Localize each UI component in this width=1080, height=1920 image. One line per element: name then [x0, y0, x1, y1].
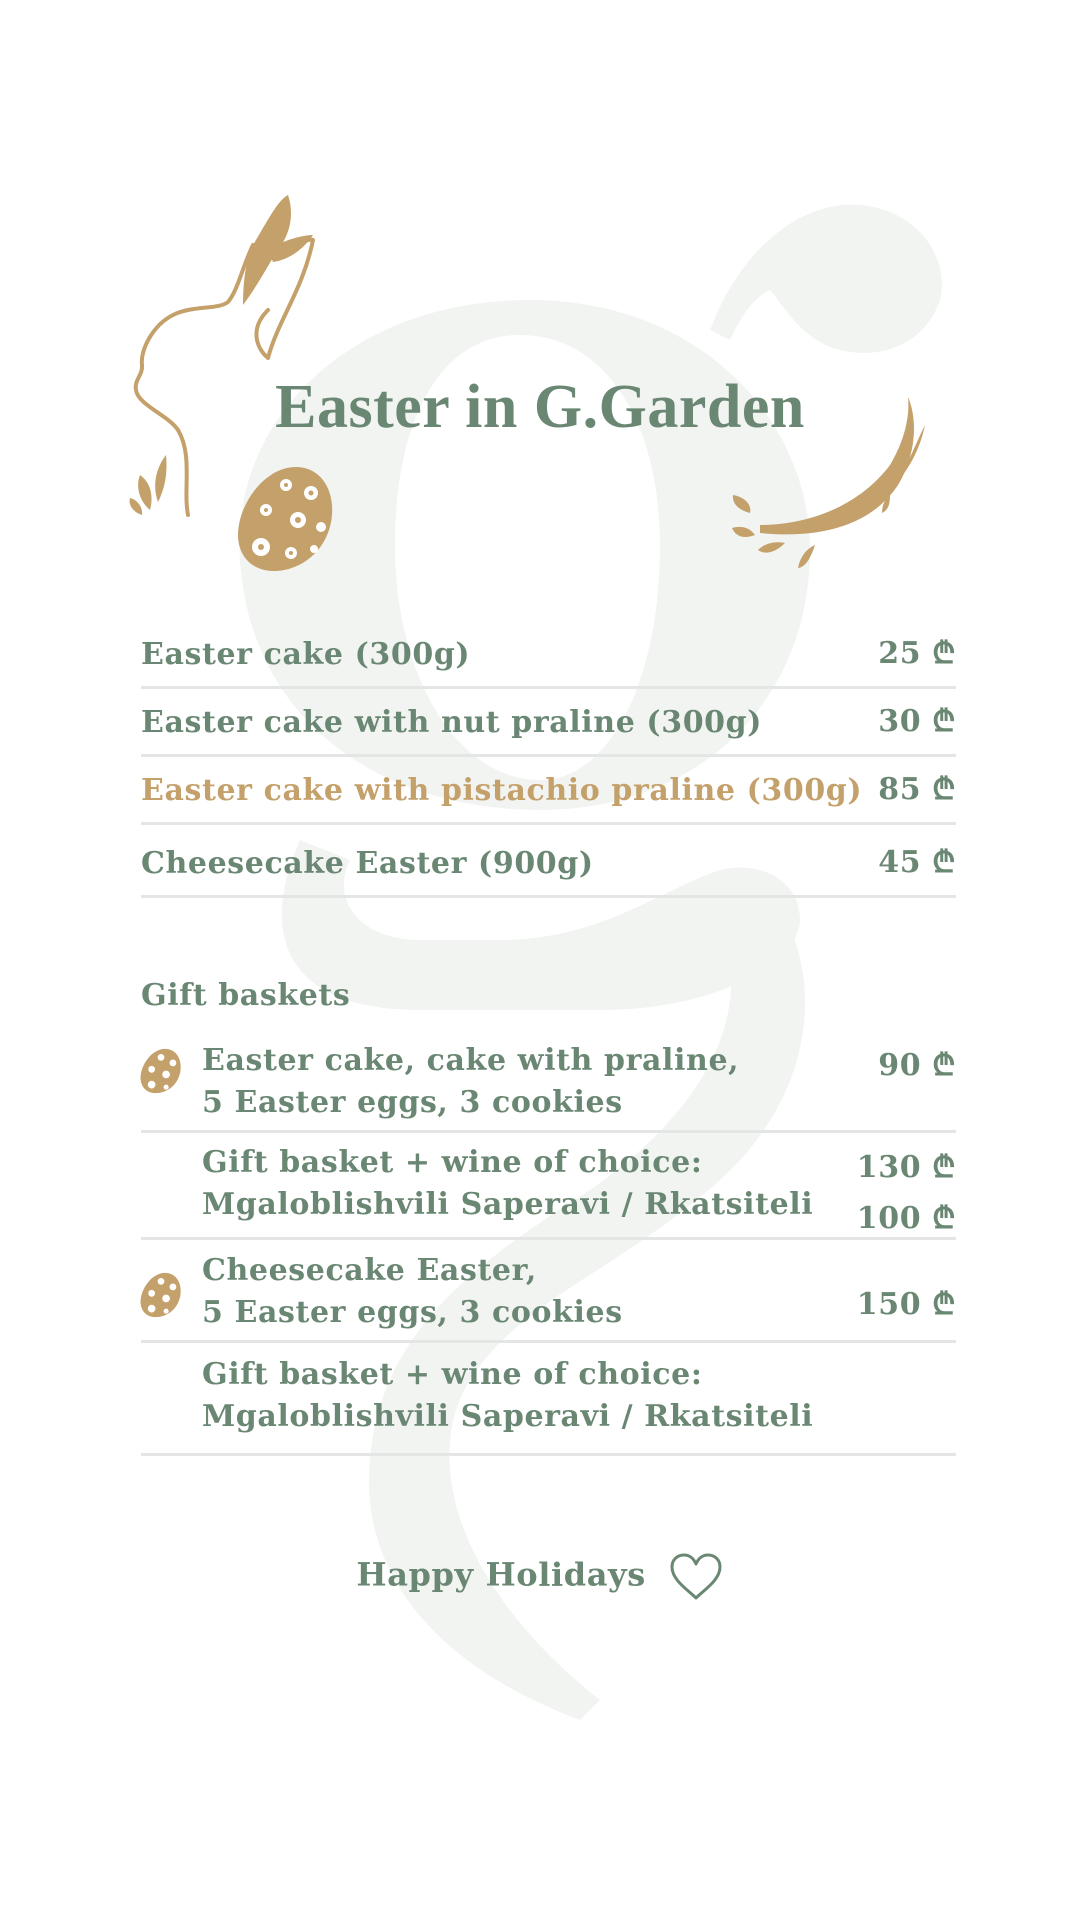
gift-basket-line: 5 Easter eggs, 3 cookies [202, 1295, 623, 1330]
footer-text: Happy Holidays [356, 1555, 646, 1594]
item-price: 85 ₾ [878, 772, 956, 807]
gift-basket-description [202, 1250, 623, 1334]
section-title-gift-baskets: Gift baskets [141, 978, 351, 1013]
item-name: Easter cake (300g) [141, 637, 471, 672]
gift-basket-description [202, 1354, 813, 1438]
list-item [141, 621, 956, 689]
gift-basket-price: 90 ₾ [878, 1048, 956, 1083]
gift-basket-price: 130 ₾ [856, 1150, 956, 1185]
gift-basket-line: Mgaloblishvili Saperavi / Rkatsiteli [202, 1187, 814, 1222]
gift-basket-line: 5 Easter eggs, 3 cookies [202, 1085, 623, 1120]
list-item [141, 825, 956, 898]
easter-egg-icon [139, 1048, 183, 1094]
item-price: 25 ₾ [878, 636, 956, 671]
footer [0, 1552, 1080, 1602]
gift-basket-price: 100 ₾ [856, 1201, 956, 1236]
gift-basket-description [202, 1040, 739, 1124]
gift-basket-line: Gift basket + wine of choice: [202, 1357, 703, 1392]
gift-basket-price: 150 ₾ [856, 1287, 956, 1322]
item-name: Easter cake with nut praline (300g) [141, 705, 763, 740]
gift-basket-item [141, 1343, 956, 1456]
gift-basket-line: Cheesecake Easter, [202, 1253, 537, 1288]
list-item [141, 689, 956, 757]
list-item [141, 757, 956, 825]
easter-egg-icon [236, 465, 336, 573]
gift-basket-item [141, 1040, 956, 1133]
gift-basket-line: Easter cake, cake with praline, [202, 1043, 740, 1078]
gift-basket-item [141, 1240, 956, 1343]
item-name: Easter cake with pistachio praline (300g) [141, 773, 863, 808]
gift-basket-line: Mgaloblishvili Saperavi / Rkatsiteli [202, 1399, 814, 1434]
gift-basket-description [202, 1142, 813, 1226]
gift-basket-item [141, 1133, 956, 1240]
gift-basket-line: Gift basket + wine of choice: [202, 1145, 703, 1180]
item-price: 30 ₾ [878, 704, 956, 739]
item-price: 45 ₾ [878, 845, 956, 880]
item-name: Cheesecake Easter (900g) [141, 846, 594, 881]
easter-egg-icon [139, 1272, 183, 1318]
page-title: Easter in G.Garden [275, 373, 805, 441]
heart-icon [668, 1552, 724, 1602]
